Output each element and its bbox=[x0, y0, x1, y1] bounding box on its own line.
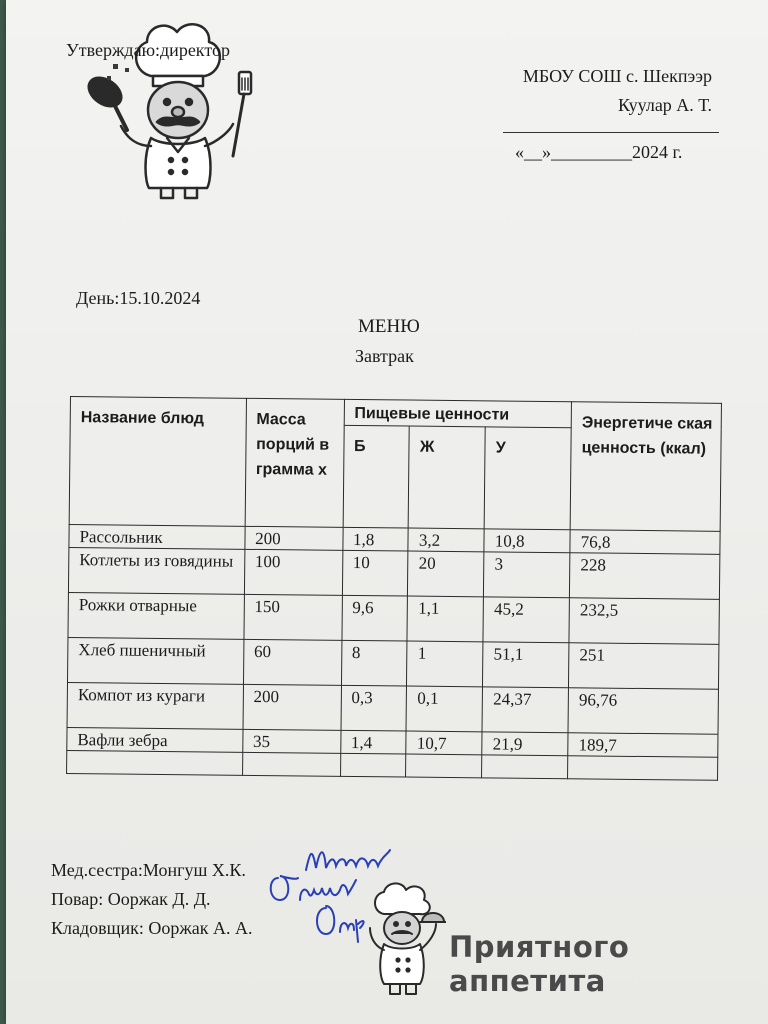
dish-energy: 228 bbox=[570, 553, 720, 600]
dish-fat: 0,1 bbox=[406, 686, 482, 732]
table-row bbox=[68, 592, 719, 644]
dish-carbs: 51,1 bbox=[483, 642, 569, 688]
menu-date: День:15.10.2024 bbox=[76, 288, 201, 308]
menu-table bbox=[66, 396, 722, 781]
bon-appetit-text: Приятного аппетита bbox=[449, 930, 630, 998]
storekeeper-line: Кладовщик: Ооржак А. А. bbox=[51, 918, 253, 938]
chef-waiter-illustration bbox=[356, 880, 446, 1000]
cook-line: Повар: Ооржак Д. Д. bbox=[51, 889, 211, 909]
dish-name bbox=[67, 750, 243, 775]
header-energy: Энергетиче ская ценность (ккал) bbox=[570, 402, 721, 532]
dish-carbs: 3 bbox=[484, 552, 570, 598]
header-u: У bbox=[484, 427, 571, 530]
dish-protein bbox=[340, 753, 406, 777]
dish-fat: 1,1 bbox=[407, 596, 483, 642]
dish-protein: 9,6 bbox=[342, 595, 408, 641]
nurse-line: Мед.сестра:Монгуш Х.К. bbox=[51, 860, 246, 880]
dish-fat bbox=[406, 754, 482, 778]
signature-line bbox=[503, 132, 719, 133]
approval-label: Утверждаю:директор bbox=[66, 40, 230, 60]
dish-name: Компот из кураги bbox=[67, 682, 243, 729]
dish-mass: 60 bbox=[243, 639, 341, 685]
dish-name: Хлеб пшеничный bbox=[67, 637, 243, 684]
dish-carbs bbox=[482, 755, 568, 779]
dish-carbs: 21,9 bbox=[482, 732, 568, 756]
dish-carbs: 45,2 bbox=[483, 597, 569, 643]
dish-energy: 76,8 bbox=[570, 530, 720, 555]
dish-energy: 232,5 bbox=[569, 598, 719, 645]
dish-energy: 189,7 bbox=[568, 733, 718, 758]
dish-mass: 200 bbox=[245, 526, 343, 550]
dish-protein: 1,8 bbox=[342, 527, 408, 551]
dish-mass: 150 bbox=[244, 594, 342, 640]
header-b: Б bbox=[343, 425, 410, 528]
dish-energy: 96,76 bbox=[568, 688, 718, 735]
dish-energy: 251 bbox=[569, 643, 719, 690]
menu-title: МЕНЮ bbox=[358, 316, 420, 337]
dish-mass bbox=[242, 752, 340, 776]
dish-fat: 10,7 bbox=[406, 731, 482, 755]
dish-protein: 10 bbox=[342, 550, 408, 596]
header-zh: Ж bbox=[409, 426, 486, 529]
dish-protein: 1,4 bbox=[340, 730, 406, 754]
menu-sheet bbox=[6, 0, 768, 1024]
table-row bbox=[67, 637, 718, 689]
dish-protein: 0,3 bbox=[341, 685, 407, 731]
director-name: Куулар А. Т. bbox=[617, 95, 712, 115]
header-mass: Масса порций в грамма х bbox=[245, 398, 344, 527]
header-dish: Название блюд bbox=[69, 397, 246, 527]
dish-fat: 3,2 bbox=[408, 528, 484, 552]
dish-carbs: 24,37 bbox=[482, 687, 568, 733]
dish-mass: 35 bbox=[242, 729, 340, 753]
meal-title: Завтрак bbox=[355, 346, 414, 366]
header-nutrition: Пищевые ценности bbox=[344, 399, 572, 427]
dish-name: Рожки отварные bbox=[68, 592, 244, 639]
dish-mass: 200 bbox=[243, 684, 341, 730]
table-row bbox=[67, 682, 718, 734]
table-row bbox=[68, 547, 719, 599]
chef-illustration bbox=[81, 6, 261, 206]
school-name: МБОУ СОШ с. Шекпээр bbox=[522, 66, 712, 86]
dish-energy bbox=[568, 756, 718, 781]
dish-carbs: 10,8 bbox=[484, 529, 570, 553]
dish-name: Котлеты из говядины bbox=[68, 547, 244, 594]
approval-date-line: «__»_________2024 г. bbox=[515, 142, 683, 162]
dish-name: Вафли зебра bbox=[67, 727, 243, 752]
approval-block bbox=[452, 62, 712, 120]
dish-protein: 8 bbox=[341, 640, 407, 686]
staff-list bbox=[51, 856, 253, 943]
dish-mass: 100 bbox=[244, 549, 342, 595]
dish-fat: 1 bbox=[407, 641, 483, 687]
dish-name: Рассольник bbox=[69, 524, 245, 549]
dish-fat: 20 bbox=[408, 551, 484, 597]
